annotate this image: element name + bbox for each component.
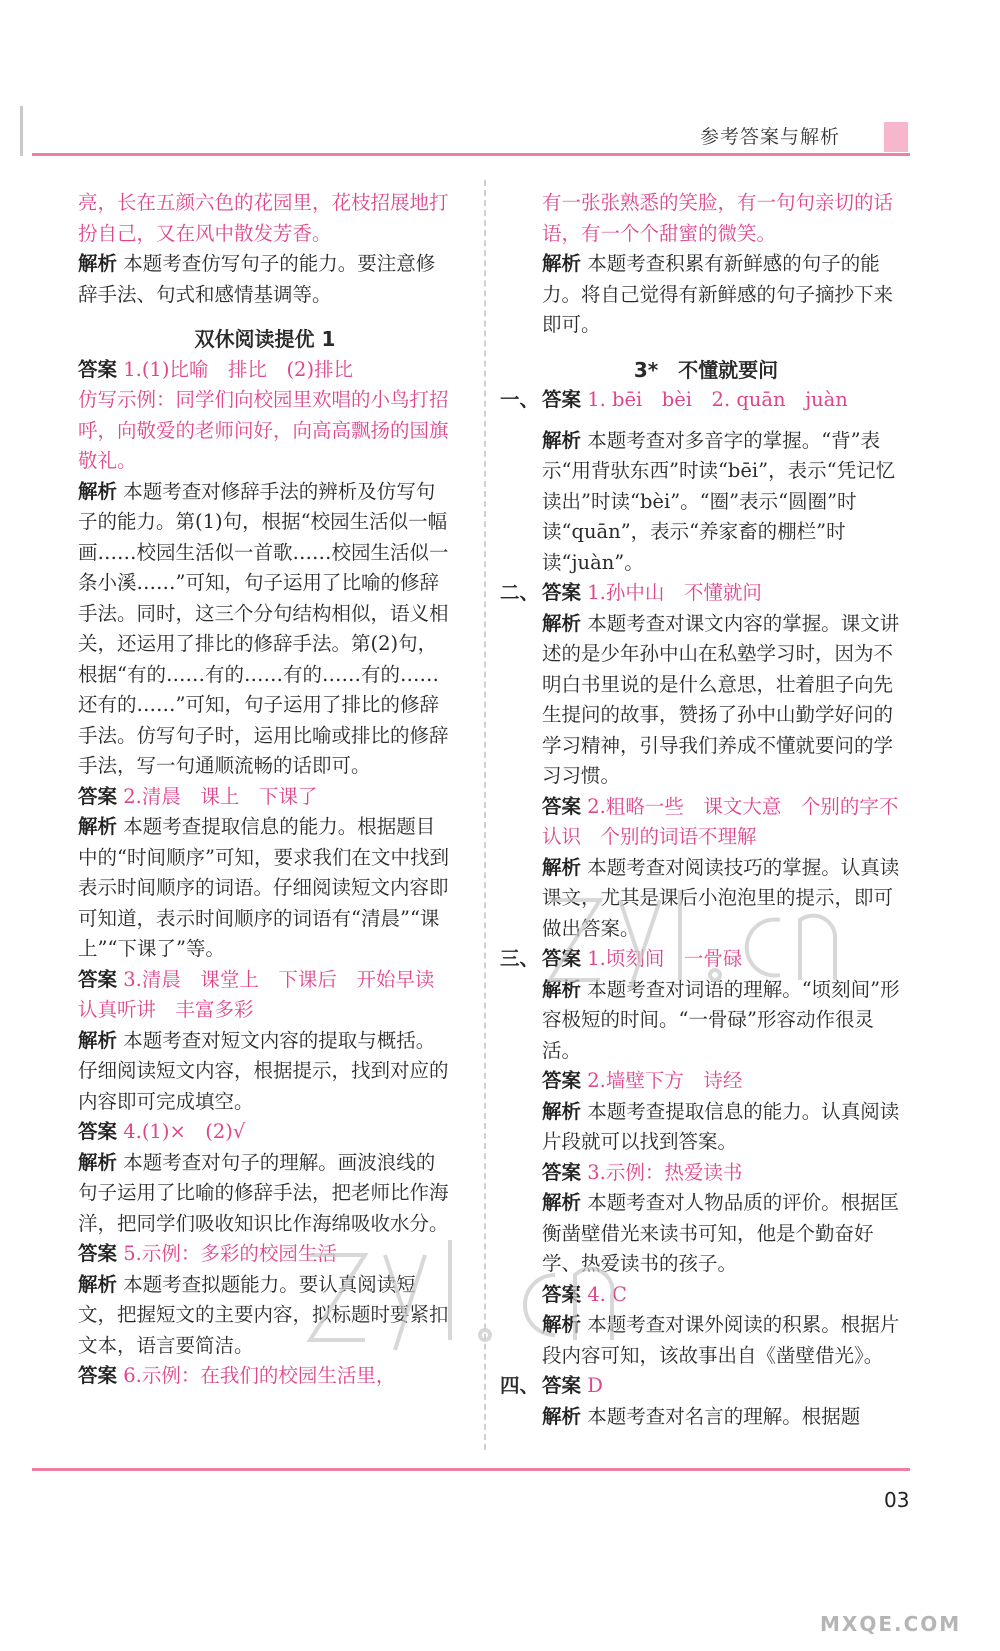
explanation-2: 解析 本题考查提取信息的能力。根据题目中的“时间顺序”可知，要求我们在文中找到表示时间顺序的词语。仔细阅读短文内容即可知道，表示时间顺序的词语有“清晨”“课上”“下课了”等。	[78, 815, 449, 960]
section-number: 二、	[500, 581, 540, 604]
answer-5: 答案 5.示例：多彩的校园生活	[78, 1242, 337, 1265]
watermark-text: MXQE.COM	[820, 1612, 962, 1636]
binding-margin-line	[20, 106, 23, 156]
section-number: 四、	[500, 1374, 540, 1397]
s3b-explanation: 解析 本题考查提取信息的能力。认真阅读片段就可以找到答案。	[542, 1099, 900, 1153]
continued-answer: 有一张张熟悉的笑脸，有一句句亲切的话语，有一个个甜蜜的微笑。	[542, 191, 894, 245]
intro-answer: 亮，长在五颜六色的花园里，花枝招展地打扮自己，又在风中散发芳香。	[78, 191, 449, 245]
s4-answer: 四、 答案 D	[500, 1371, 912, 1402]
answer-6: 答案 6.示例：在我们的校园生活里，	[78, 1364, 396, 1387]
page-number: 03	[884, 1488, 910, 1512]
explanation-4: 解析 本题考查对句子的理解。画波浪线的句子运用了比喻的修辞手法，把老师比作海洋，把同学们吸收知识比作海绵吸收水分。	[78, 1150, 449, 1235]
intro-explanation: 解析 本题考查仿写句子的能力。要注意修辞手法、句式和感情基调等。	[78, 252, 436, 306]
s3d-answer: 答案 4. C	[542, 1282, 627, 1306]
s3d-explanation: 解析 本题考查对课外阅读的积累。根据片段内容可知，该故事出自《凿壁借光》。	[542, 1313, 900, 1367]
answer-1: 答案 1.(1)比喻 排比 (2)排比	[78, 357, 354, 381]
header-color-block	[884, 122, 908, 152]
s1-answer: 一、 答案 1. bēi bèi 2. quān juàn	[500, 385, 912, 416]
s3b-answer: 答案 2.墙壁下方 诗经	[542, 1069, 743, 1092]
s2b-answer: 答案 2.粗略一些 课文大意 个别的字不认识 个别的词语不理解	[542, 794, 899, 848]
running-header: 参考答案与解析	[700, 126, 841, 148]
explanation-3: 解析 本题考查对短文内容的提取与概括。仔细阅读短文内容，根据提示，找到对应的内容即可完成填空。	[78, 1028, 449, 1113]
explanation-5: 解析 本题考查拟题能力。要认真阅读短文，把握短文的主要内容，拟标题时要紧扣文本，语言要简洁。	[78, 1272, 449, 1357]
bottom-rule	[32, 1468, 910, 1471]
continued-explanation: 解析 本题考查积累有新鲜感的句子的能力。将自己觉得有新鲜感的句子摘抄下来即可。	[542, 252, 894, 336]
section-title: 双休阅读提优 1	[194, 327, 336, 351]
watermark-graphic	[300, 1230, 620, 1360]
s3-explanation: 解析 本题考查对词语的理解。“顷刻间”形容极短的时间。“一骨碌”形容动作很灵活。	[542, 977, 900, 1062]
left-column	[78, 188, 452, 1392]
answer-1-example: 仿写示例：同学们向校园里欢唱的小鸟打招呼，向敬爱的老师问好，向高高飘扬的国旗敬礼。	[78, 388, 449, 472]
section-number: 一、	[500, 388, 540, 411]
answer-4: 答案 4.(1)× (2)√	[78, 1120, 246, 1143]
s2-explanation: 解析 本题考查对课文内容的掌握。课文讲述的是少年孙中山在私塾学习时，因为不明白书里说的是什么意思，壮着胆子向先生提问的故事，赞扬了孙中山勤学好问的学习精神，引导我们养成不懂就要问的学习习惯。	[542, 611, 900, 787]
s1-explanation: 解析 本题考查对多音字的掌握。“背”表示“用背驮东西”时读“bēi”，表示“凭记忆读出”时读“bèi”。“圈”表示“圆圈”时读“quān”，表示“养家畜的棚栏”时读“juàn”。	[542, 428, 896, 574]
explanation-1: 解析 本题考查对修辞手法的辨析及仿写句子的能力。第(1)句，根据“校园生活似一幅画……校园生活似一首歌……校园生活似一条小溪……”可知，句子运用了比喻的修辞手法。同时，这三个分句结构相似，语义相关，还运用了排比的修辞手法。第(2)句，根据“有的……有的……有的……有的……还有的……”可知，句子运用了排比的修辞手法。仿写句子时，运用比喻或排比的修辞手法，写一句通顺流畅的话即可。	[78, 479, 449, 777]
section-number: 三、	[500, 947, 540, 970]
s2b-explanation: 解析 本题考查对阅读技巧的掌握。认真读课文，尤其是课后小泡泡里的提示，即可做出答案。	[542, 855, 900, 940]
s3c-explanation: 解析 本题考查对人物品质的评价。根据匡衡凿壁借光来读书可知，他是个勤奋好学、热爱读书的孩子。	[542, 1191, 900, 1275]
s3c-answer: 答案 3.示例：热爱读书	[542, 1160, 743, 1184]
top-rule	[32, 153, 910, 156]
s3-answer: 三、 答案 1.顷刻间 一骨碌	[500, 944, 912, 975]
answer-3: 答案 3.清晨 课堂上 下课后 开始早读 认真听讲 丰富多彩	[78, 967, 454, 1021]
watermark-graphic	[540, 880, 840, 1000]
s2-answer: 二、 答案 1.孙中山 不懂就问	[500, 578, 912, 609]
s4-explanation: 解析 本题考查对名言的理解。根据题	[542, 1404, 861, 1428]
lesson-title: 3* 不懂就要问	[633, 357, 779, 382]
answer-2: 答案 2.清晨 课上 下课了	[78, 784, 318, 808]
